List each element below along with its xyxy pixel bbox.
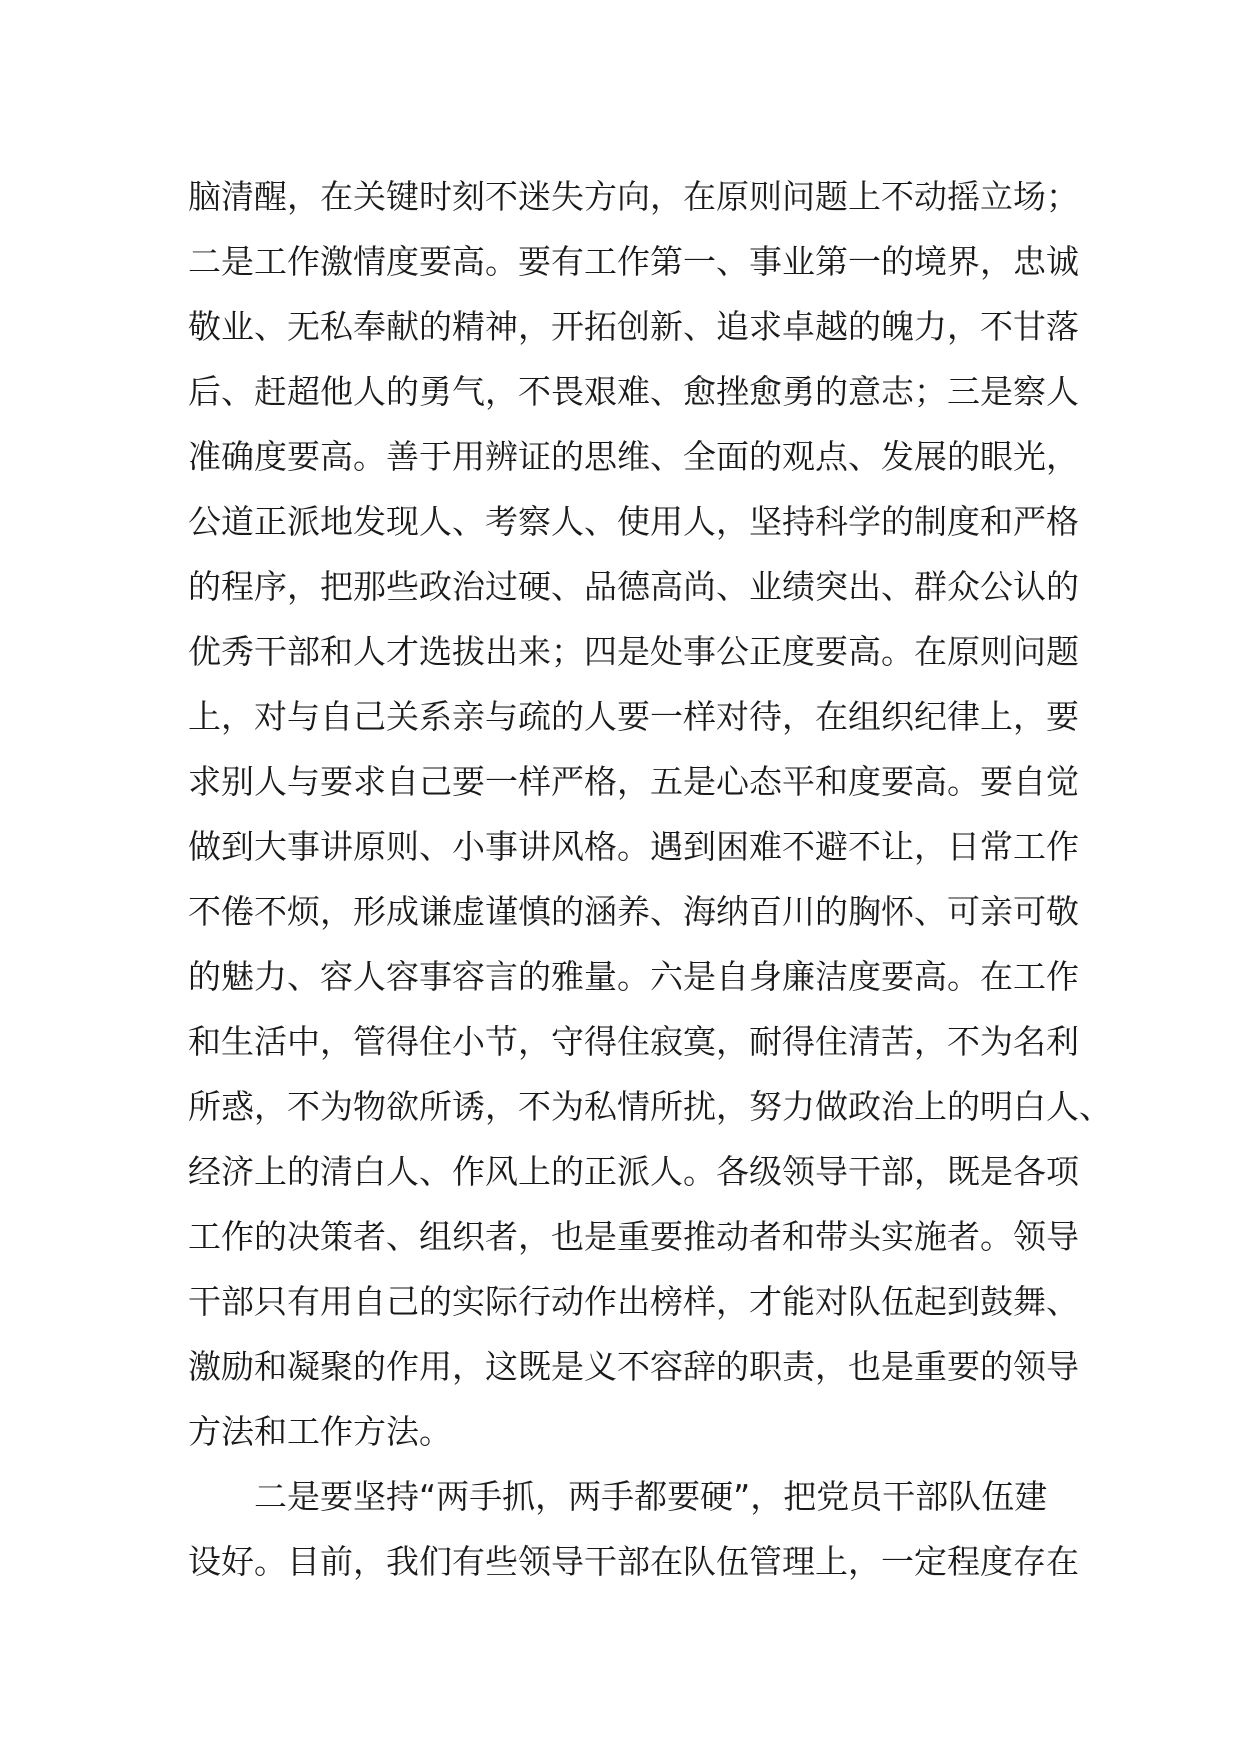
text-line: 方法和工作方法。 <box>188 1412 452 1451</box>
body-text <box>188 164 1112 1594</box>
text-line: 二是要坚持“两手抓，两手都要硬”，把党员干部队伍建 <box>254 1477 1048 1516</box>
paragraph-2 <box>188 1464 1079 1594</box>
text-line: 不倦不烦，形成谦虚谨慎的涵养、海纳百川的胸怀、可亲可敬 <box>188 892 1079 931</box>
text-line: 准确度要高。善于用辨证的思维、全面的观点、发展的眼光， <box>188 437 1079 476</box>
text-line: 激励和凝聚的作用，这既是义不容辞的职责，也是重要的领导 <box>188 1347 1079 1386</box>
text-line: 设好。目前，我们有些领导干部在队伍管理上，一定程度存在 <box>188 1542 1079 1581</box>
text-line: 脑清醒，在关键时刻不迷失方向，在原则问题上不动摇立场； <box>188 177 1079 216</box>
text-line: 优秀干部和人才选拔出来；四是处事公正度要高。在原则问题 <box>188 632 1079 671</box>
text-line: 敬业、无私奉献的精神，开拓创新、追求卓越的魄力，不甘落 <box>188 307 1079 346</box>
text-line: 做到大事讲原则、小事讲风格。遇到困难不避不让，日常工作 <box>188 827 1079 866</box>
text-line: 二是工作激情度要高。要有工作第一、事业第一的境界，忠诚 <box>188 242 1079 281</box>
paragraph-1 <box>188 164 1112 1464</box>
text-line: 后、赶超他人的勇气，不畏艰难、愈挫愈勇的意志；三是察人 <box>188 372 1079 411</box>
text-line: 求别人与要求自己要一样严格，五是心态平和度要高。要自觉 <box>188 762 1079 801</box>
text-line: 上，对与自己关系亲与疏的人要一样对待，在组织纪律上，要 <box>188 697 1079 736</box>
text-line: 的程序，把那些政治过硬、品德高尚、业绩突出、群众公认的 <box>188 567 1079 606</box>
text-line: 的魅力、容人容事容言的雅量。六是自身廉洁度要高。在工作 <box>188 957 1079 996</box>
text-line: 工作的决策者、组织者，也是重要推动者和带头实施者。领导 <box>188 1217 1079 1256</box>
text-line: 经济上的清白人、作风上的正派人。各级领导干部，既是各项 <box>188 1152 1079 1191</box>
text-line: 公道正派地发现人、考察人、使用人，坚持科学的制度和严格 <box>188 502 1079 541</box>
text-line: 干部只有用自己的实际行动作出榜样，才能对队伍起到鼓舞、 <box>188 1282 1079 1321</box>
text-line: 所惑，不为物欲所诱，不为私情所扰，努力做政治上的明白人、 <box>188 1087 1112 1126</box>
text-line: 和生活中，管得住小节，守得住寂寞，耐得住清苦，不为名利 <box>188 1022 1079 1061</box>
